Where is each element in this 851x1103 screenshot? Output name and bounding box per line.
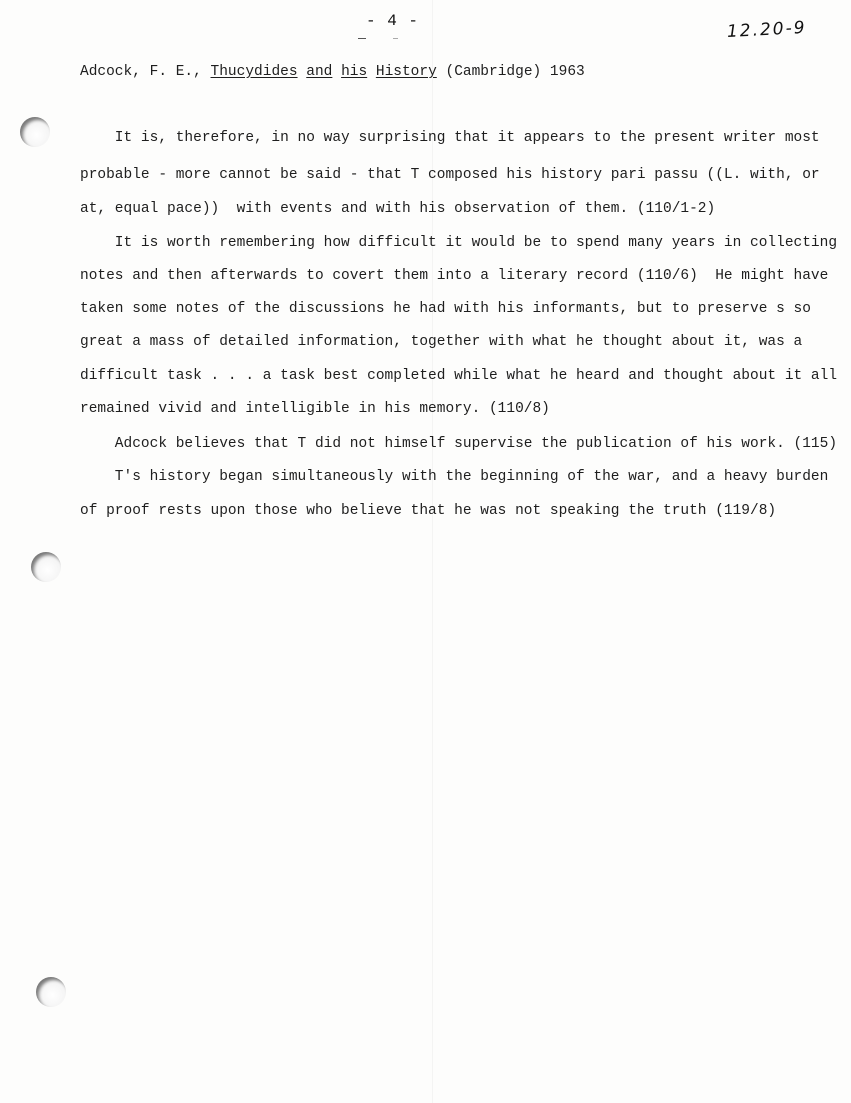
punch-hole-middle [31, 552, 61, 582]
citation-author: Adcock, F. E., [80, 64, 202, 80]
page-number-mark [393, 38, 398, 39]
text-line: It is, therefore, in no way surprising that it appears to the present writer most [80, 130, 820, 146]
citation-heading [80, 64, 585, 80]
page-fold-line [432, 0, 433, 1103]
text-line: Adcock believes that T did not himself supervise the publication of his work. (115) [80, 436, 838, 452]
text-line: difficult task . . . a task best completed while what he heard and thought about it all [80, 368, 838, 384]
text-line: notes and then afterwards to covert them into a literary record (110/6) He might have [80, 268, 829, 284]
text-line: taken some notes of the discussions he had with his informants, but to preserve s so [80, 301, 811, 317]
page-number-mark [358, 38, 366, 39]
citation-title-word: his [341, 64, 368, 80]
text-line: great a mass of detailed information, together with what he thought about it, was a [80, 334, 803, 350]
text-line: It is worth remembering how difficult it would be to spend many years in collecting [80, 235, 838, 251]
punch-hole-bottom [36, 977, 66, 1007]
text-line: remained vivid and intelligible in his memory. (110/8) [80, 401, 550, 417]
citation-publisher-year: (Cambridge) 1963 [445, 64, 585, 80]
citation-title-word: Thucydides [210, 64, 298, 80]
page-number: - 4 - [366, 12, 420, 30]
citation-title-word: and [306, 64, 333, 80]
text-line: probable - more cannot be said - that T composed his history pari passu ((L. with, or [80, 167, 820, 183]
citation-title-word: History [375, 64, 437, 80]
text-line: at, equal pace)) with events and with his observation of them. (110/1-2) [80, 201, 716, 217]
text-line: of proof rests upon those who believe that he was not speaking the truth (119/8) [80, 503, 777, 519]
handwritten-archive-number: 12.20-9 [726, 17, 808, 42]
text-line: T's history began simultaneously with the beginning of the war, and a heavy burden [80, 469, 829, 485]
punch-hole-top [20, 117, 50, 147]
